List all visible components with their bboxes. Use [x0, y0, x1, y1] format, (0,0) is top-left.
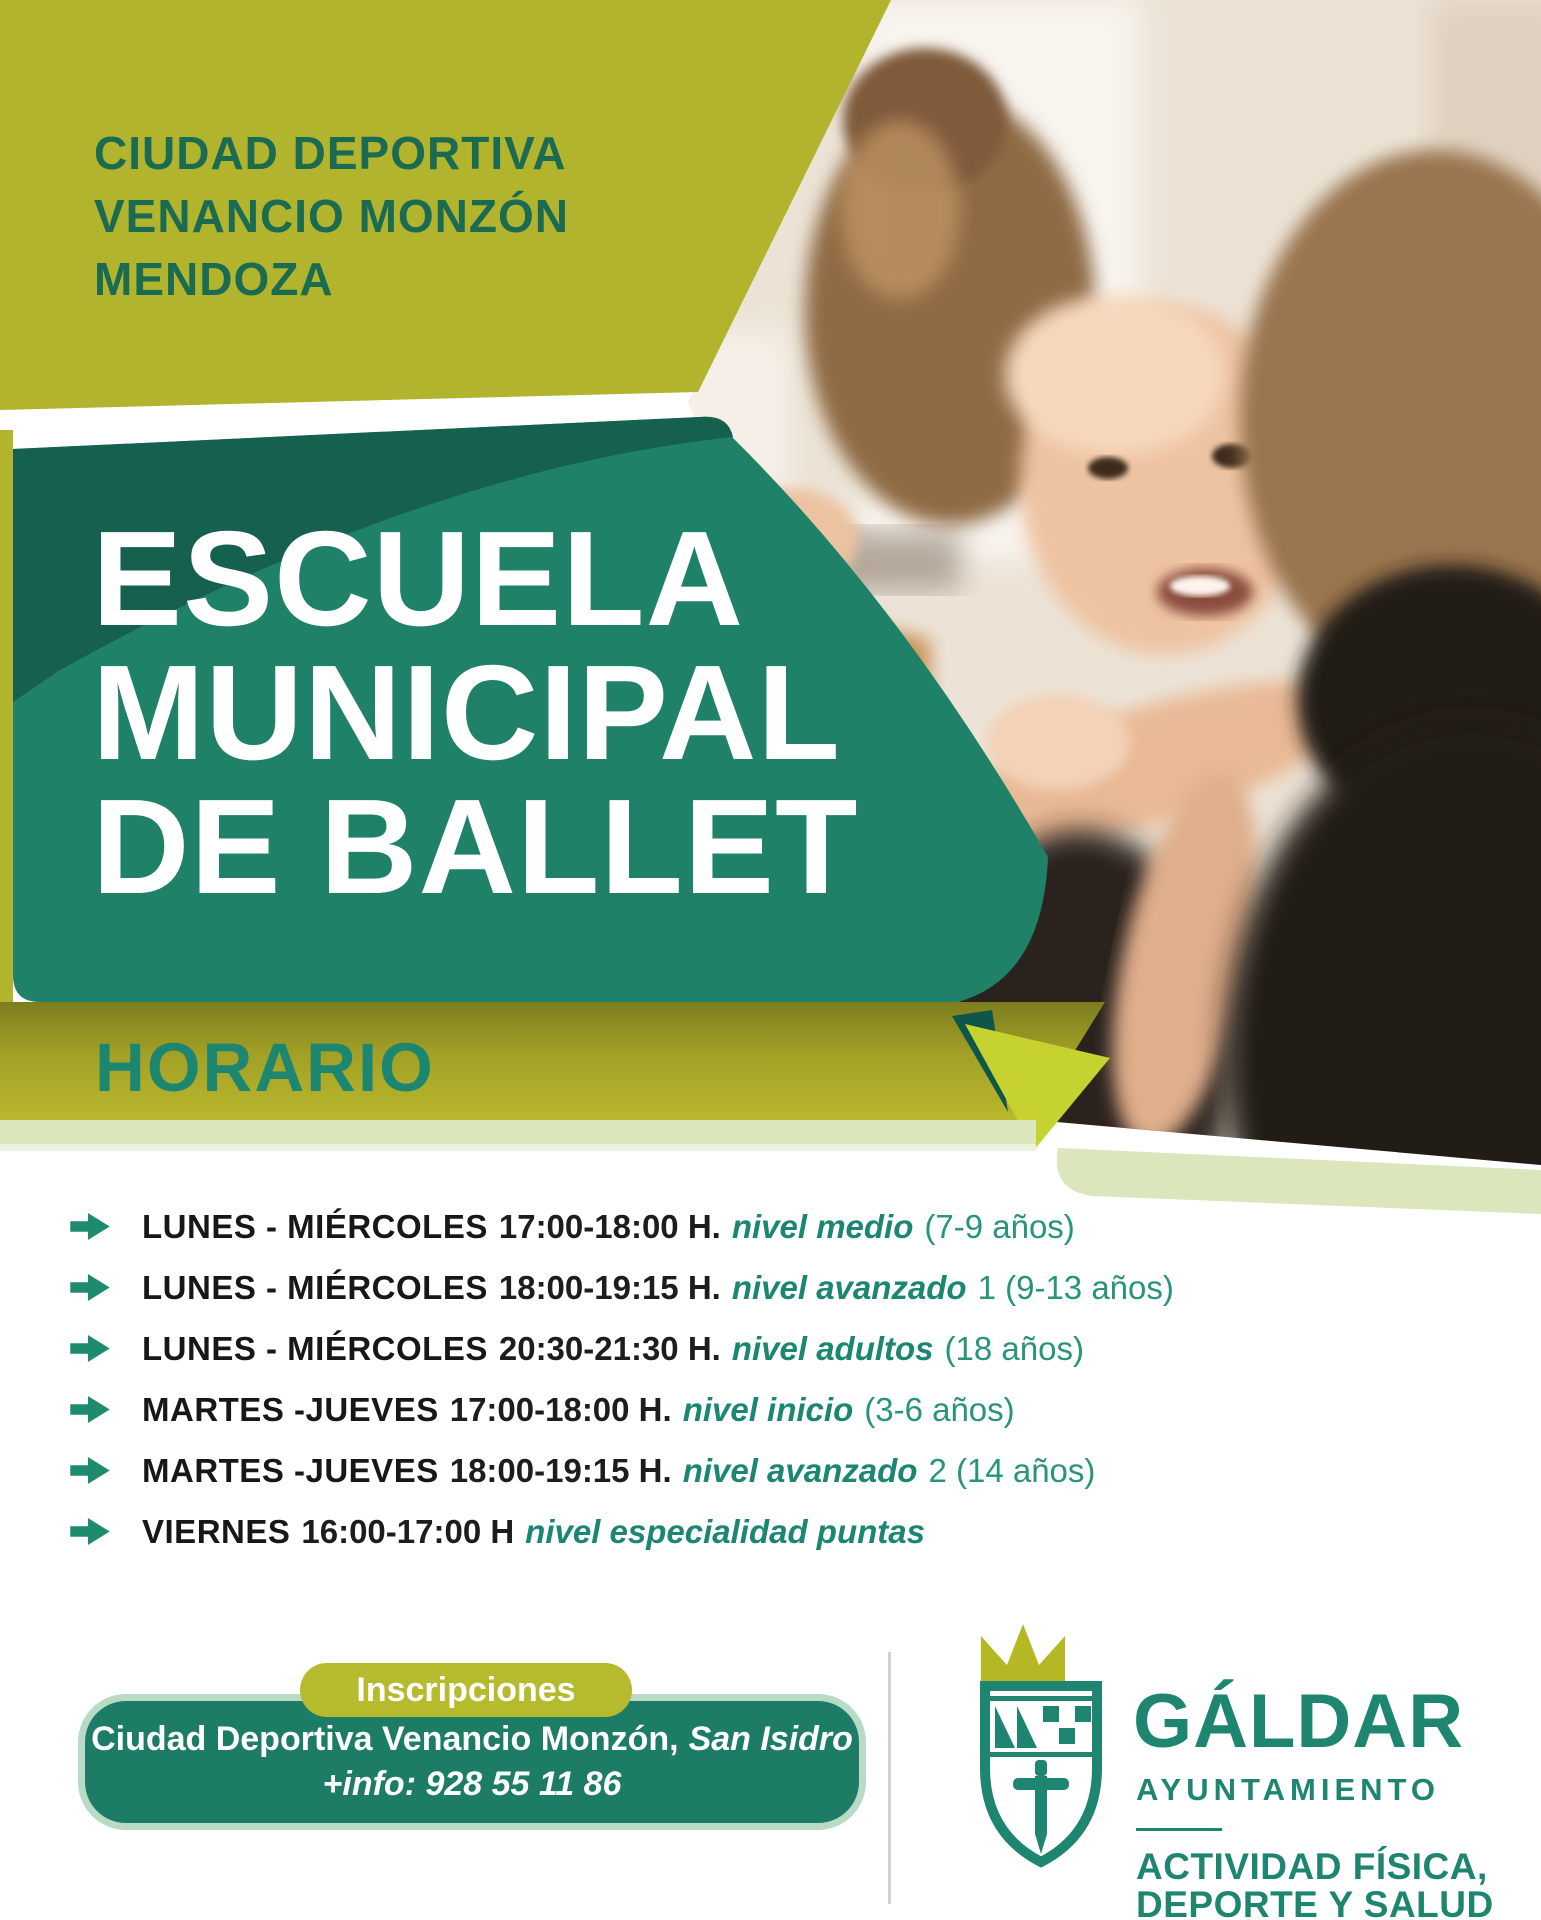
arrow-right-icon: [70, 1213, 110, 1240]
address-text: Ciudad Deportiva Venancio Monzón,: [91, 1720, 679, 1758]
section-label-horario: HORARIO: [95, 1029, 435, 1106]
title-line-3: DE BALLET: [92, 771, 859, 922]
schedule-ages: 2 (14 años): [928, 1451, 1096, 1489]
schedule-days: MARTES -JUEVES: [142, 1390, 439, 1428]
schedule-time: 16:00-17:00 H: [301, 1512, 515, 1550]
arrow-right-icon: [70, 1274, 110, 1301]
arrow-right-icon: [70, 1457, 110, 1484]
schedule-time: 18:00-19:15 H.: [498, 1268, 721, 1306]
schedule-row: [70, 1196, 1174, 1257]
schedule-time: 17:00-18:00 H.: [449, 1390, 672, 1428]
logo-wordmark: GÁLDAR: [1133, 1679, 1465, 1764]
schedule-row: [70, 1379, 1174, 1440]
title-line-1: ESCUELA: [92, 503, 745, 654]
inscriptions-badge-label: Inscripciones: [356, 1670, 576, 1709]
schedule-time: 17:00-18:00 H.: [498, 1207, 721, 1245]
schedule-ages: (18 años): [944, 1329, 1084, 1367]
schedule-days: LUNES - MIÉRCOLES: [142, 1268, 488, 1306]
poster-title: [92, 503, 859, 922]
arrow-right-icon: [70, 1518, 110, 1545]
logo-dept-line-2: DEPORTE Y SALUD: [1136, 1884, 1494, 1920]
schedule-row: [70, 1501, 1174, 1562]
schedule-level: nivel especialidad puntas: [525, 1512, 925, 1550]
schedule-level: nivel avanzado: [731, 1268, 967, 1306]
schedule-ages: (3-6 años): [864, 1390, 1015, 1428]
logo-org-label: AYUNTAMIENTO: [1136, 1772, 1441, 1807]
schedule-ages: (7-9 años): [924, 1207, 1075, 1245]
pale-stripe: [0, 1120, 1036, 1144]
schedule-level: nivel avanzado: [682, 1451, 918, 1489]
schedule-row: [70, 1318, 1174, 1379]
schedule-row: [70, 1440, 1174, 1501]
shield-cross: [1013, 1760, 1069, 1854]
logo-rule: [1136, 1828, 1222, 1831]
schedule-time: 18:00-19:15 H.: [449, 1451, 672, 1489]
arrow-right-icon: [70, 1396, 110, 1423]
title-line-2: MUNICIPAL: [92, 637, 841, 788]
schedule-level: nivel inicio: [682, 1390, 854, 1428]
inscriptions-phone: +info: 928 55 11 86: [322, 1765, 622, 1803]
schedule-level: nivel medio: [731, 1207, 914, 1245]
inscriptions-address: [91, 1720, 853, 1759]
schedule-level: nivel adultos: [731, 1329, 934, 1367]
shield-checker-band: [990, 1696, 1092, 1757]
venue-name: [94, 122, 569, 311]
logo-dept-line-1: ACTIVIDAD FÍSICA,: [1136, 1846, 1488, 1887]
venue-line-1: CIUDAD DEPORTIVA: [94, 127, 567, 179]
schedule-days: MARTES -JUEVES: [142, 1451, 439, 1489]
schedule-days: VIERNES: [142, 1512, 291, 1550]
schedule-ages: 1 (9-13 años): [977, 1268, 1174, 1306]
pale-stripe-faint: [0, 1144, 1036, 1151]
schedule-days: LUNES - MIÉRCOLES: [142, 1329, 488, 1367]
address-place: San Isidro: [688, 1720, 853, 1758]
schedule-time: 20:30-21:30 H.: [498, 1329, 721, 1367]
venue-line-2: VENANCIO MONZÓN: [94, 190, 569, 242]
schedule-list: [70, 1196, 1174, 1562]
venue-line-3: MENDOZA: [94, 253, 334, 305]
schedule-days: LUNES - MIÉRCOLES: [142, 1207, 488, 1245]
arrow-right-icon: [70, 1335, 110, 1362]
footer-divider: [888, 1652, 891, 1904]
schedule-row: [70, 1257, 1174, 1318]
crown-icon: [981, 1624, 1065, 1682]
galdar-coat-of-arms: [981, 1624, 1097, 1862]
inscriptions-badge: [300, 1663, 632, 1717]
